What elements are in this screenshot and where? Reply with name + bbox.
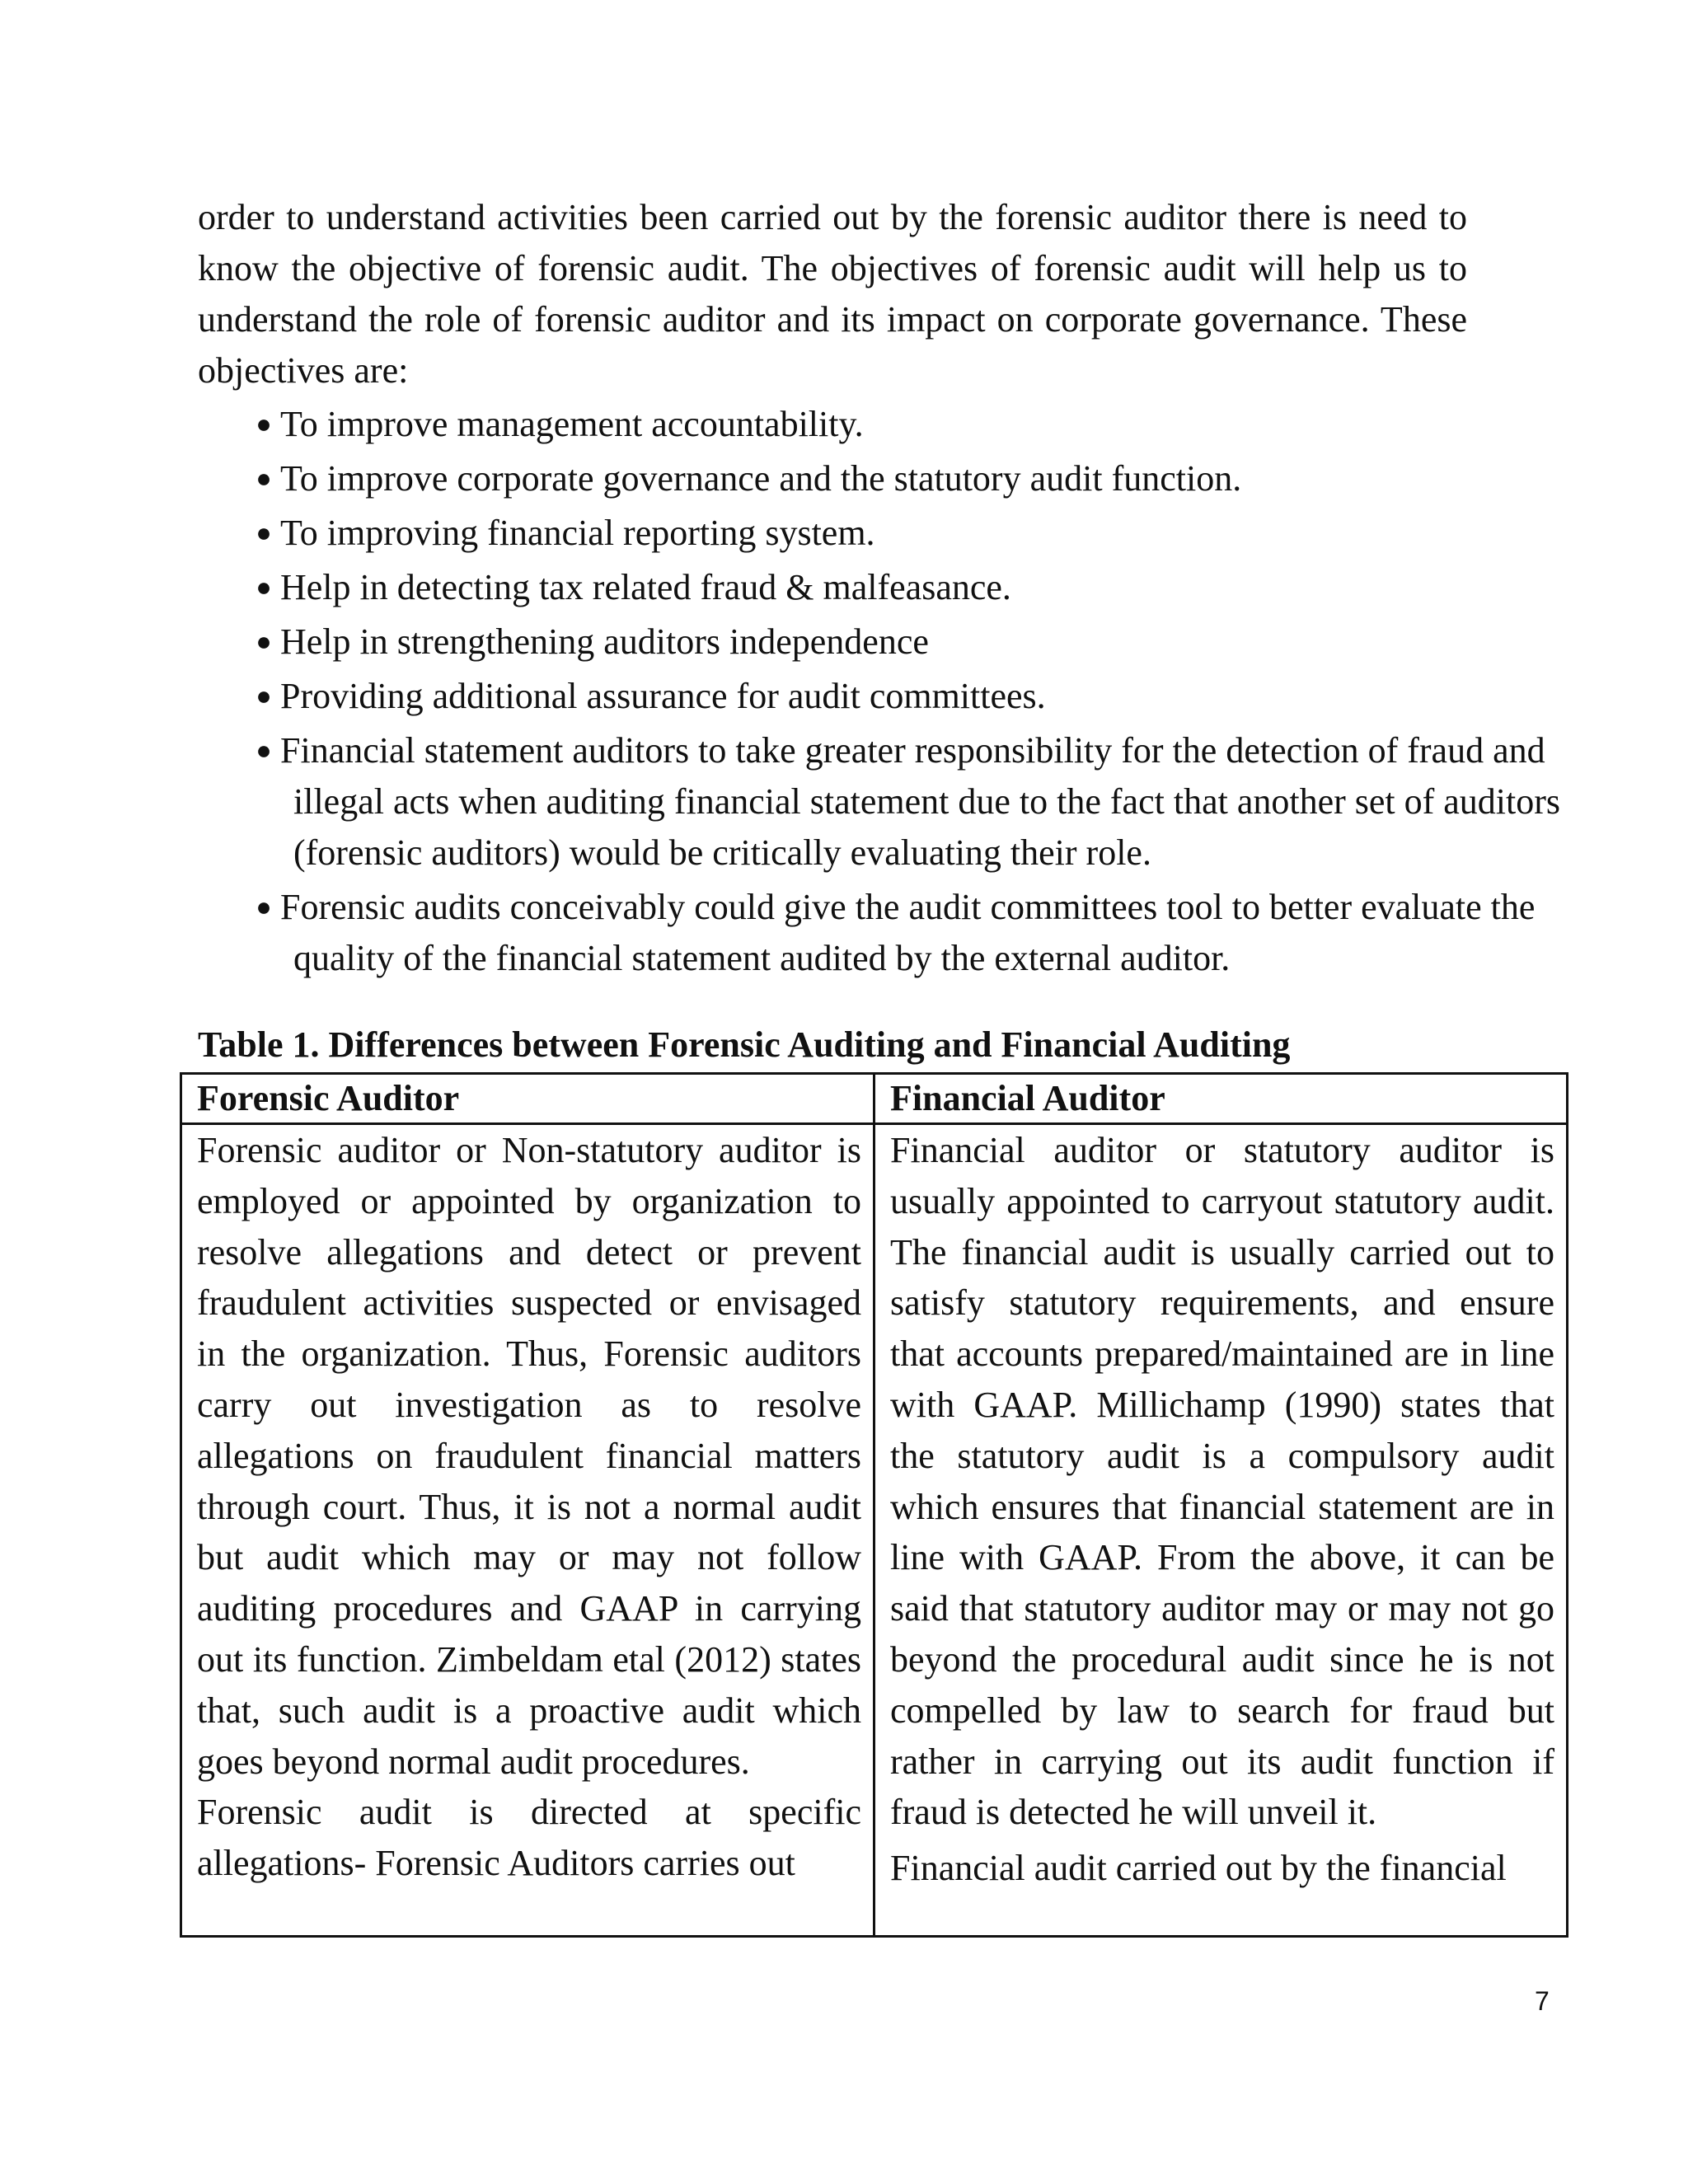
objective-item: ● To improving financial reporting system. <box>198 507 1566 559</box>
bullet-icon: ● <box>256 409 272 438</box>
bullet-icon: ● <box>256 572 272 602</box>
column-header-forensic: Forensic Auditor <box>181 1074 874 1124</box>
column-header-financial: Financial Auditor <box>874 1074 1568 1124</box>
financial-paragraph: Financial auditor or statutory auditor is usually appointed to carryout statutory audit. The financial audit is usually carried out to satisfy statutory requirements, and ensure that accounts prepared/maintained are in line with GAAP. Millichamp (1990) states that the statutory audit is a compulsory audit which ensures that financial statement are in line with GAAP. From the above, it can be said that statutory auditor may or may not go beyond the procedural audit since he is not compelled by law to search for fraud but rather in carrying out its audit function if fraud is detected he will unveil it. <box>890 1130 1554 1833</box>
page-number: 7 <box>1535 1986 1550 2016</box>
table-header-row <box>181 1074 1568 1124</box>
objectives-list <box>198 398 1566 987</box>
objective-item: ● Help in strengthening auditors independence <box>198 616 1566 668</box>
differences-table <box>180 1072 1568 1938</box>
bullet-icon: ● <box>256 681 272 710</box>
bullet-icon: ● <box>256 463 272 493</box>
bullet-icon: ● <box>256 518 272 547</box>
bullet-icon: ● <box>256 735 272 765</box>
forensic-paragraph: Forensic audit is directed at specific allegations- Forensic Auditors carries out <box>197 1792 861 1884</box>
bullet-icon: ● <box>256 892 272 921</box>
objective-item: ● Help in detecting tax related fraud & malfeasance. <box>198 561 1566 613</box>
objective-item: ● To improve corporate governance and the statutory audit function. <box>198 452 1566 504</box>
objective-item: ● To improve management accountability. <box>198 398 1566 450</box>
table-row <box>181 1124 1568 1937</box>
forensic-auditor-cell <box>181 1124 874 1937</box>
table-caption: Table 1. Differences between Forensic Auditing and Financial Auditing <box>198 1024 1291 1065</box>
forensic-paragraph: Forensic auditor or Non-statutory auditor is employed or appointed by organization to resolve allegations and detect or prevent fraudulent activities suspected or envisaged in the organization. Thus, Forensic auditors carry out investigation as to resolve allegations on fraudulent financial matters through court. Thus, it is not a normal audit but audit which may or may not follow auditing procedures and GAAP in carrying out its function. Zimbeldam etal (2012) states that, such audit is a proactive audit which goes beyond normal audit procedures. <box>197 1130 861 1782</box>
financial-paragraph: Financial audit carried out by the financial <box>890 1848 1507 1889</box>
objective-item: ● Forensic audits conceivably could give the audit committees tool to better evaluate the quality of the financial statement audited by the external auditor. <box>198 881 1566 984</box>
bullet-icon: ● <box>256 626 272 656</box>
objective-item: ● Financial statement auditors to take greater responsibility for the detection of fraud and illegal acts when auditing financial statement due to the fact that another set of auditors (forensic auditors) would be critically evaluating their role. <box>198 724 1566 879</box>
objective-item: ● Providing additional assurance for audit committees. <box>198 670 1566 722</box>
intro-paragraph: order to understand activities been carried out by the forensic auditor there is need to know the objective of forensic audit. The objectives of forensic audit will help us to understand the role of forensic auditor and its impact on corporate governance. These objectives are: <box>198 197 1467 391</box>
financial-auditor-cell <box>874 1124 1568 1937</box>
